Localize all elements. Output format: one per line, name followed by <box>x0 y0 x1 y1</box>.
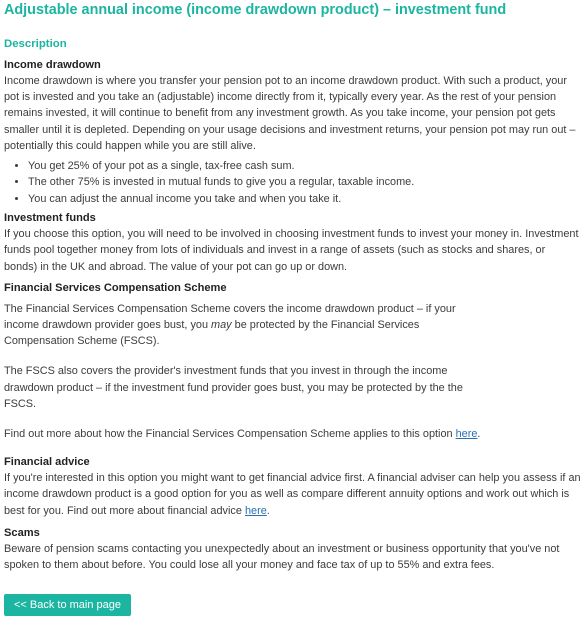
drawdown-bullet-list <box>4 158 581 207</box>
fscs-p3-end: . <box>477 428 481 441</box>
description-label: Description <box>4 38 67 50</box>
fscs-p2-line2: drawdown product – if the investment fund provider goes bust, you may be protected by the the <box>4 381 463 394</box>
fscs-p1-line1: The Financial Services Compensation Scheme covers the income drawdown product – if your <box>4 302 456 315</box>
fscs-paragraph-3 <box>4 426 581 442</box>
investment-funds-text: If you choose this option, you will need to be involved in choosing investment funds to invest your money in. Investment funds pool together money from lots of individuals and invest in a range of assets (such as stocks and shares, or bonds) in the UK and abroad. The value of your pot can go up or down. <box>4 228 579 273</box>
fscs-paragraph-2 <box>4 363 581 412</box>
fscs-p2-line3: FSCS. <box>4 397 37 410</box>
fscs-p1-line3: Compensation Scheme (FSCS). <box>4 335 160 348</box>
fscs-heading: Financial Services Compensation Scheme <box>4 281 227 294</box>
fscs-may-emphasis: may <box>211 319 232 332</box>
financial-advice-here-link[interactable]: here <box>244 504 267 517</box>
fscs-p3-text: Find out more about how the Financial Services Compensation Scheme applies to this option <box>4 428 456 441</box>
bullet-item-mutual-funds: • The other 75% is invested in mutual funds to give you a regular, taxable income. <box>28 174 581 190</box>
fscs-p2-line1: The FSCS also covers the provider's investment funds that you invest in through the income <box>4 365 448 378</box>
content <box>4 0 581 573</box>
investment-funds-heading: Investment funds <box>4 212 96 225</box>
bullet-item-adjust-income: • You can adjust the annual income you take and when you take it. <box>28 191 581 207</box>
bullet-item-tax-free: • You get 25% of your pot as a single, tax-free cash sum. <box>28 158 581 174</box>
scams-heading: Scams <box>4 526 40 539</box>
financial-advice-body: If you're interested in this option you might want to get financial advice first. A financial adviser can help you assess if an income drawdown product is a good option for you as well as compare different annuity options and work out which is best for you. Find out more about financial advice <box>4 472 581 517</box>
scams-text: Beware of pension scams contacting you unexpectedly about an investment or business opportunity that you've not spoken to them about before. You could lose all your money and face tax of up to 55% and extra fees. <box>4 542 560 572</box>
fscs-paragraph-1 <box>4 301 581 350</box>
fscs-p1-line2-post: be protected by the Financial Services <box>231 319 420 332</box>
back-to-main-page-button[interactable]: << Back to main page <box>4 594 131 616</box>
fscs-here-link[interactable]: here <box>455 428 478 441</box>
financial-advice-text <box>4 470 581 519</box>
financial-advice-end: . <box>266 504 270 517</box>
financial-advice-heading: Financial advice <box>4 456 90 469</box>
income-drawdown-text: Income drawdown is where you transfer your pension pot to an income drawdown product. With such a product, your pot is invested and you take an (adjustable) income directly from it, typically every year. As the rest of your pension remains invested, it will continue to benefit from any investment growth. As you take income, your pension pot gets smaller until it is depleted. Depending on your usage decisions and investment returns, your pension pot may run out – potentially this could happen while you are still alive. <box>4 75 576 152</box>
income-drawdown-heading: Income drawdown <box>4 59 101 71</box>
page-title: Adjustable annual income (income drawdown product) – investment fund <box>4 2 507 18</box>
fscs-p1-line2-pre: income drawdown provider goes bust, you <box>4 319 212 332</box>
